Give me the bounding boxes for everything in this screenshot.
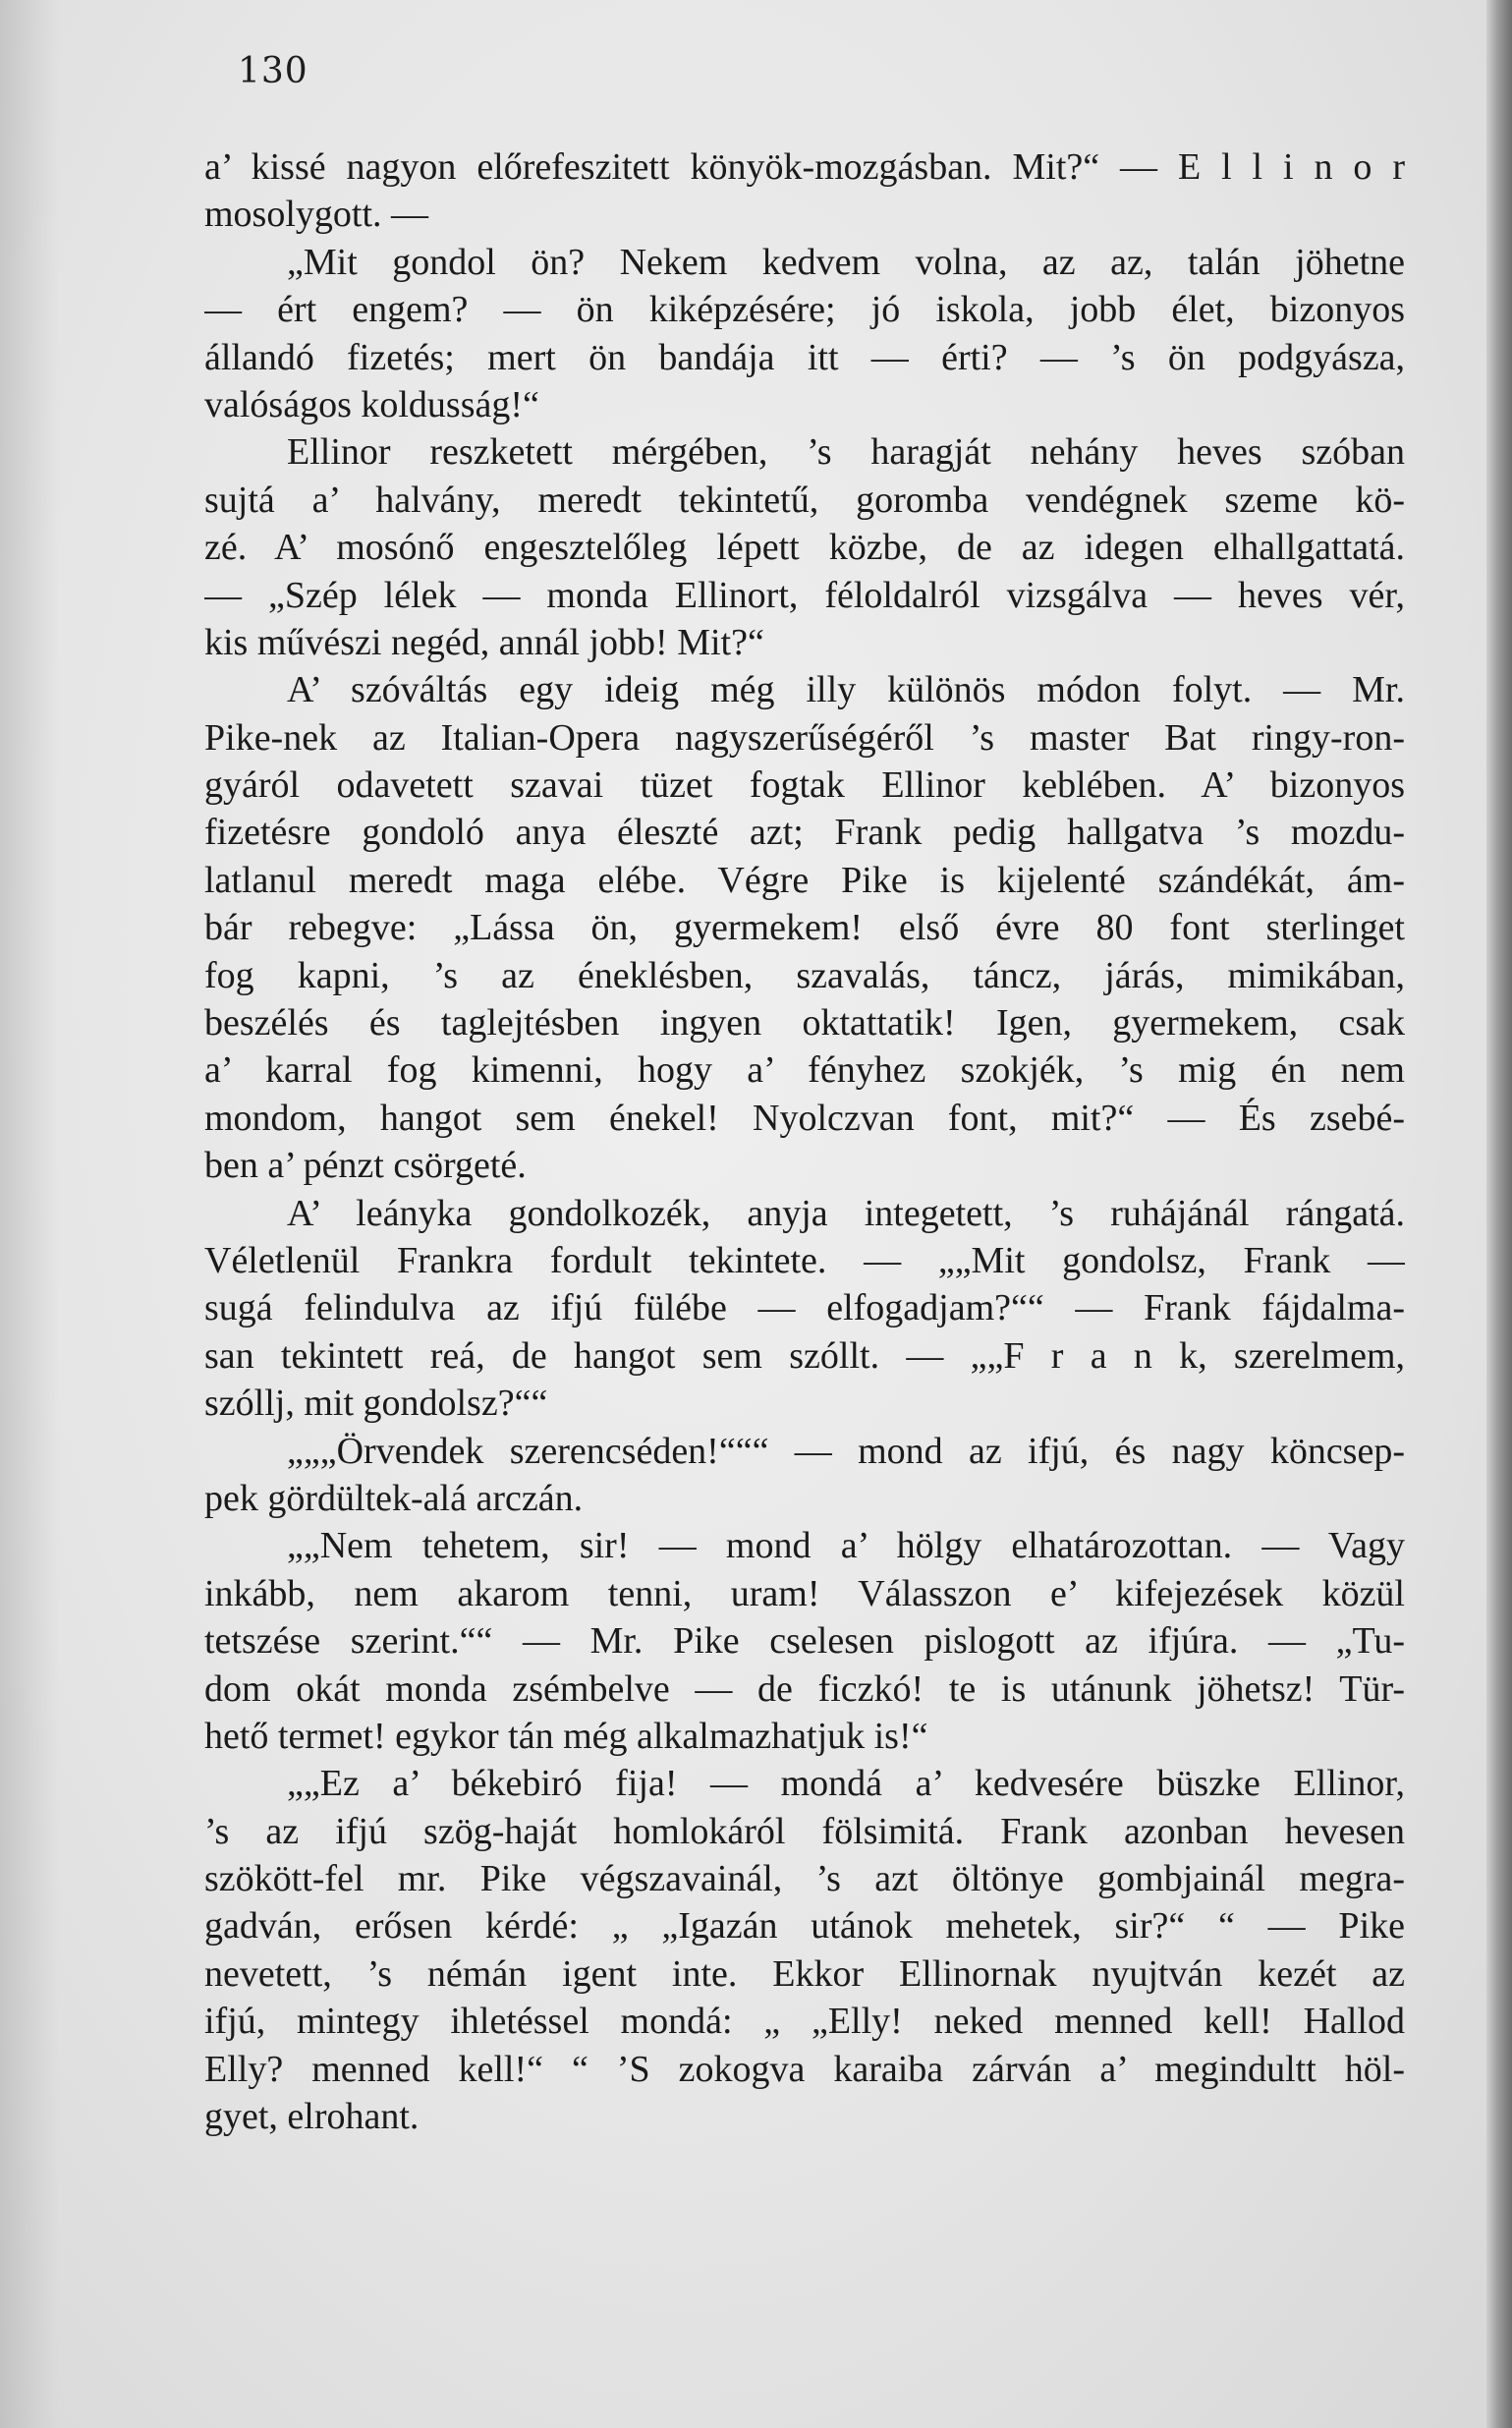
text-line: Ellinor reszketett mérgében, ’s haragját nehány heves szóban	[287, 431, 1405, 474]
text-line: Pike-nek az Italian-Opera nagyszerűségéről ’s master Bat ringy-ron-	[204, 716, 1405, 759]
text-line: zé. A’ mosónő engesztelőleg lépett közbe, de az idegen elhallgattatá.	[204, 527, 1405, 569]
text-line: állandó fizetés; mert ön bandája itt — érti? — ’s ön podgyásza,	[204, 336, 1405, 378]
text-line: tetszése szerint.““ — Mr. Pike cselesen pislogott az ifjúra. — „Tu-	[204, 1620, 1405, 1663]
text-line: bár rebegve: „Lássa ön, gyermekem! első évre 80 font sterlinget	[204, 907, 1405, 949]
text-line: „„„Örvendek szerencséden!“““ — mond az ifjú, és nagy köncsep-	[287, 1430, 1405, 1472]
text-line: A’ leányka gondolkozék, anyja integetett, ’s ruhájánál rángatá.	[287, 1192, 1405, 1234]
text-line: latlanul meredt maga elébe. Végre Pike is kijelenté szándékát, ám-	[204, 859, 1405, 901]
text-line: gyet, elrohant.	[204, 2096, 420, 2138]
text-line: „„Ez a’ békebiró fija! — mondá a’ kedvesére büszke Ellinor,	[287, 1763, 1405, 1805]
text-line: valóságos koldusság!“	[204, 383, 539, 425]
text-line: a’ kissé nagyon előrefeszitett könyök-mozgásban. Mit?“ — E l l i n o r	[204, 146, 1405, 188]
text-line: fog kapni, ’s az éneklésben, szavalás, táncz, járás, mimikában,	[204, 954, 1405, 996]
text-line: pek gördültek-alá arczán.	[204, 1477, 584, 1519]
text-line: hető termet! egykor tán még alkalmazhatjuk is!“	[204, 1715, 928, 1757]
text-line: fizetésre gondoló anya éleszté azt; Frank pedig hallgatva ’s mozdu-	[204, 812, 1405, 854]
text-line: „Mit gondol ön? Nekem kedvem volna, az az, talán jöhetne	[287, 241, 1405, 283]
text-line: mondom, hangot sem énekel! Nyolczvan font, mit?“ — És zsebé-	[204, 1097, 1405, 1139]
text-line: nevetett, ’s némán igent inte. Ekkor Ellinornak nyujtván kezét az	[204, 1952, 1405, 1995]
text-line: san tekintett reá, de hangot sem szóllt. — „„F r a n k, szerelmem,	[204, 1334, 1405, 1377]
text-line: ben a’ pénzt csörgeté.	[204, 1145, 527, 1187]
text-line: kis művészi negéd, annál jobb! Mit?“	[204, 621, 764, 663]
text-line: Elly? menned kell!“ “ ’S zokogva karaiba zárván a’ megindultt höl-	[204, 2048, 1405, 2090]
text-line: a’ karral fog kimenni, hogy a’ fényhez szokjék, ’s mig én nem	[204, 1049, 1405, 1092]
text-line: szóllj, mit gondolsz?““	[204, 1383, 548, 1425]
text-line: — „Szép lélek — monda Ellinort, féloldalról vizsgálva — heves vér,	[204, 574, 1405, 616]
text-line: dom okát monda zsémbelve — de ficzkó! te is utánunk jöhetsz! Tür-	[204, 1667, 1405, 1710]
text-line: ’s az ifjú szög-haját homlokáról fölsimitá. Frank azonban hevesen	[204, 1810, 1405, 1852]
text-line: gyáról odavetett szavai tüzet fogtak Ellinor keblében. A’ bizonyos	[204, 764, 1405, 807]
text-line: Véletlenül Frankra fordult tekintete. — „„Mit gondolsz, Frank —	[204, 1239, 1405, 1281]
text-line: beszélés és taglejtésben ingyen oktattatik! Igen, gyermekem, csak	[204, 1002, 1405, 1045]
text-line: sujtá a’ halvány, meredt tekintetű, goromba vendégnek szeme kö-	[204, 479, 1405, 521]
text-line: „„Nem tehetem, sir! — mond a’ hölgy elhatározottan. — Vagy	[287, 1525, 1405, 1567]
text-line: A’ szóváltás egy ideig még illy különös módon folyt. — Mr.	[287, 669, 1405, 711]
text-line: gadván, erősen kérdé: „ „Igazán utánok mehetek, sir?“ “ — Pike	[204, 1905, 1405, 1948]
text-line: inkább, nem akarom tenni, uram! Válasszon e’ kifejezések közül	[204, 1572, 1405, 1614]
page-number: 130	[238, 51, 308, 91]
text-line: — ért engem? — ön kiképzésére; jó iskola, jobb élet, bizonyos	[204, 289, 1405, 331]
gutter-shadow	[0, 0, 59, 2428]
text-line: szökött-fel mr. Pike végszavainál, ’s azt öltönye gombjainál megra-	[204, 1858, 1405, 1900]
text-line: sugá felindulva az ifjú fülébe — elfogadjam?““ — Frank fájdalma-	[204, 1287, 1405, 1329]
page-edge	[1486, 0, 1512, 2428]
body-text	[204, 143, 1405, 2140]
text-line: mosolygott. —	[204, 194, 429, 236]
text-line: ifjú, mintegy ihletéssel mondá: „ „Elly! neked menned kell! Hallod	[204, 2001, 1405, 2043]
